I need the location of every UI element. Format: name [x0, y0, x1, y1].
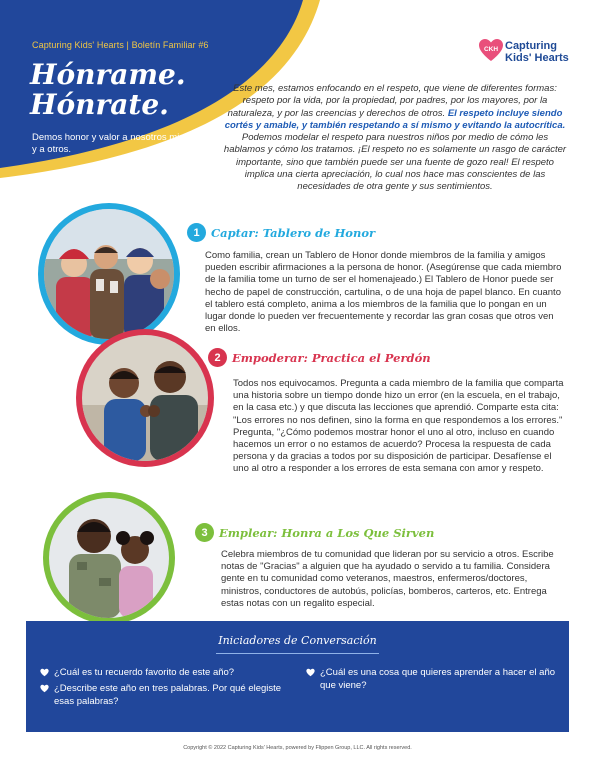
copyright-footer: Copyright © 2022 Capturing Kids' Hearts, powered by Flippen Group, LLC. All rights reserved. — [183, 745, 412, 751]
question-1-text: ¿Cuál es tu recuerdo favorito de este año? — [54, 667, 235, 678]
section-1-number: 1 — [187, 223, 206, 242]
conversation-question-3 — [306, 667, 556, 692]
newsletter-eyebrow: Capturing Kids' Hearts | Boletín Familiar #6 — [32, 40, 209, 50]
photo-soldier-daughter — [49, 498, 169, 618]
photo-friends-toasting — [44, 209, 174, 339]
logo-line-2: Kids' Hearts — [505, 52, 569, 64]
page-subtitle: Demos honor y valor a nosotros mismos y a otros. — [32, 132, 203, 155]
section-1-title: Captar: Tablero de Honor — [211, 225, 376, 240]
conversation-divider — [216, 653, 379, 654]
question-3-text: ¿Cuál es una cosa que quieres aprender a hacer el año que viene? — [320, 667, 556, 691]
heart-icon — [40, 667, 54, 682]
section-1-heading — [187, 223, 375, 242]
section-3-number: 3 — [195, 523, 214, 542]
conversation-question-1 — [40, 667, 290, 682]
headline-line-2: Hónrate. — [30, 88, 169, 121]
headline-line-1: Hónrame. — [30, 58, 186, 91]
heart-icon — [40, 683, 54, 708]
section-3-body: Celebra miembros de tu comunidad que lideran por su servicio a otros. Escribe notas de "Gracias" a alguien que ha ayudado o servido a tu familia. Considera gente en tu comunidad como veteranos, maestros, enfermeros/doctores, ministros, conductores de autobús, policías, bomberos, carteros, etc. Entrega estas notas con un regalito especial. — [221, 549, 554, 609]
logo-line-1: Capturing — [505, 40, 557, 52]
ckh-logo — [478, 36, 588, 76]
logo-wordmark — [505, 40, 569, 64]
section-2-title: Empoderar: Practica el Perdón — [232, 350, 431, 365]
intro-text-1: Este mes, estamos enfocando en el respeto, que viene de diferentes formas: respeto por la vida, por la propiedad, por padres, por los mayores, por la naturaleza, y por las creencias y derechos de otros. — [227, 83, 557, 119]
section-2-body: Todos nos equivocamos. Pregunta a cada miembro de la familia que comparta una historia sobre un tiempo donde hizo un error (en la escuela, en el trabajo, en la casa etc.) y que discuta las lecciones que aprendió. Comparte esta cita: "Los errores no nos definen, sino la forma en que respondemos a los errores." Pregunta, "¿Cómo podemos mostrar honor el uno al otro, incluso en cuando hacemos un error o no estamos de acuerdo? Procesa la respuesta de cada persona y da gracias a todos por su disposición de participar. Desafíense el uno al otro a responder a los errores de esta semana con amor y respeto. — [233, 378, 564, 475]
heart-icon — [306, 667, 320, 692]
intro-text-2: Podemos modelar el respeto para nuestros niños por medio de cómo les hablamos y cómo los tratamos. ¡El respeto no es solamente un rasgo de carácter importante, sino que también puede ser una fuente de gozo real! El respeto implica una cierta apreciación, lo cual nos hace mas conscientes de las necesidades de otra gente y sus sentimientos. — [223, 132, 567, 193]
section-3-heading — [195, 523, 434, 542]
conversation-question-2 — [40, 683, 300, 708]
section-1-body: Como familia, crean un Tablero de Honor donde miembros de la familia y amigos pueden escribir afirmaciones a la persona de honor. (Asegúrense que cada miembro de la familia tome un turno de ser el homenajeado.) El Tablero de Honor puede ser hecho de papel de construcción, cartulina, o de una hoja de papel blanco. En cuanto el tablero está completo, anima a los miembros de la familia que lo pongan en un lugar donde lo pueden ver frecuentemente y recordar las gran cosas que otros ven en ellos. — [205, 250, 562, 335]
section-3-title: Emplear: Honra a Los Que Sirven — [219, 525, 435, 540]
intro-paragraph — [222, 83, 568, 194]
conversation-starters-box — [26, 621, 569, 732]
intro-highlight: El respeto incluye siendo cortés y amable, y también respetando a sí mismo y evitando la autocrítica. — [224, 107, 566, 131]
section-2-heading — [208, 348, 431, 367]
question-2-text: ¿Describe este año en tres palabras. Por qué elegiste esas palabras? — [54, 683, 282, 707]
svg-text:CKH: CKH — [483, 46, 499, 53]
page-title — [30, 60, 186, 120]
heart-icon — [478, 38, 504, 62]
photo-father-son — [82, 335, 208, 461]
conversation-title: Iniciadores de Conversación — [218, 634, 377, 647]
section-2-number: 2 — [208, 348, 227, 367]
